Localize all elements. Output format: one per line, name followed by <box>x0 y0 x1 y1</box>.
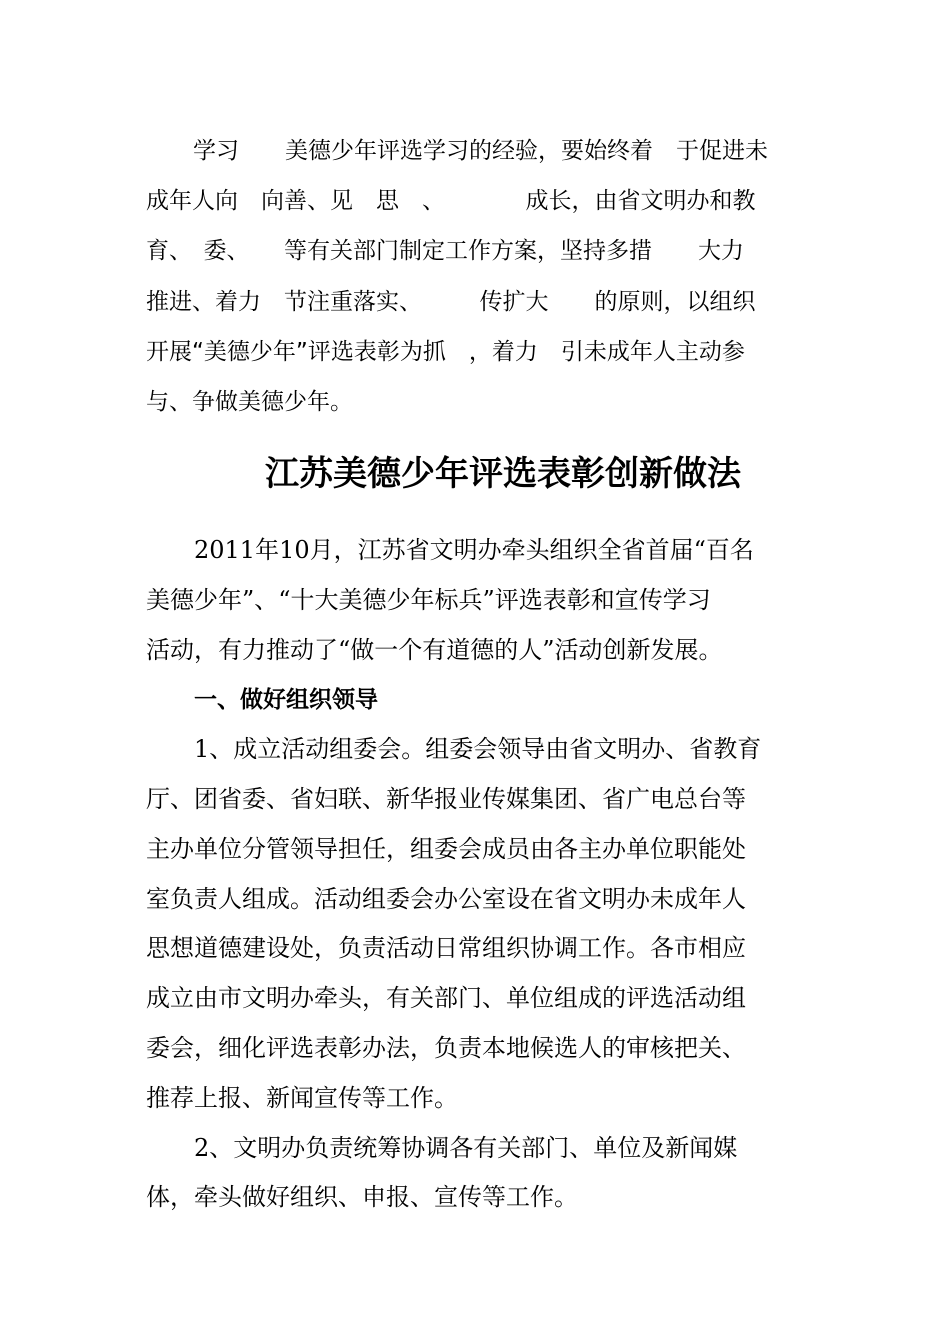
body-p2-line-2: 厅、团省委、省妇联、新华报业传媒集团、省广电总台等 <box>146 785 746 813</box>
body-p2-line-4: 室负责人组成。活动组委会办公室设在省文明办未成年人 <box>146 885 746 913</box>
body-p2-line-8: 推荐上报、新闻宣传等工作。 <box>146 1084 458 1112</box>
body-p2-line-6: 成立由市文明办牵头，有关部门、单位组成的评选活动组 <box>146 984 746 1012</box>
intro-line-3: 育、 委、 等有关部门制定工作方案，坚持多措 大力 <box>146 238 744 264</box>
body-p2-line-5: 思想道德建设处，负责活动日常组织协调工作。各市相应 <box>146 934 746 962</box>
body-p2-line-3: 主办单位分管领导担任，组委会成员由各主办单位职能处 <box>146 835 746 863</box>
document-title: 江苏美德少年评选表彰创新做法 <box>265 454 741 494</box>
body-p3-line-1: 2、文明办负责统筹协调各有关部门、单位及新闻媒 <box>194 1134 738 1162</box>
body-p2-line-1: 1、成立活动组委会。组委会领导由省文明办、省教育 <box>194 735 762 763</box>
intro-line-6: 与、争做美德少年。 <box>146 389 353 415</box>
body-p2-line-7: 委会，细化评选表彰办法，负责本地候选人的审核把关、 <box>146 1034 746 1062</box>
intro-line-4: 推进、着力 节注重落实、 传扩大 的原则，以组织 <box>146 289 756 315</box>
intro-line-2: 成年人向 向善、见 思 、 成长，由省文明办和教 <box>146 188 756 214</box>
body-p1-line-3: 活动，有力推动了“做一个有道德的人”活动创新发展。 <box>146 636 723 664</box>
intro-line-1: 学习 美德少年评选学习的经验，要始终着 于促进未 <box>193 138 768 164</box>
section-heading-1: 一、做好组织领导 <box>194 687 378 713</box>
body-p1-line-1: 2011年10月，江苏省文明办牵头组织全省首届“百名 <box>194 536 754 564</box>
intro-line-5: 开展“美德少年”评选表彰为抓 ，着力 引未成年人主动参 <box>146 339 745 365</box>
body-p3-line-2: 体，牵头做好组织、申报、宣传等工作。 <box>146 1183 578 1211</box>
body-p1-line-2: 美德少年”、“十大美德少年标兵”评选表彰和宣传学习 <box>146 586 711 614</box>
